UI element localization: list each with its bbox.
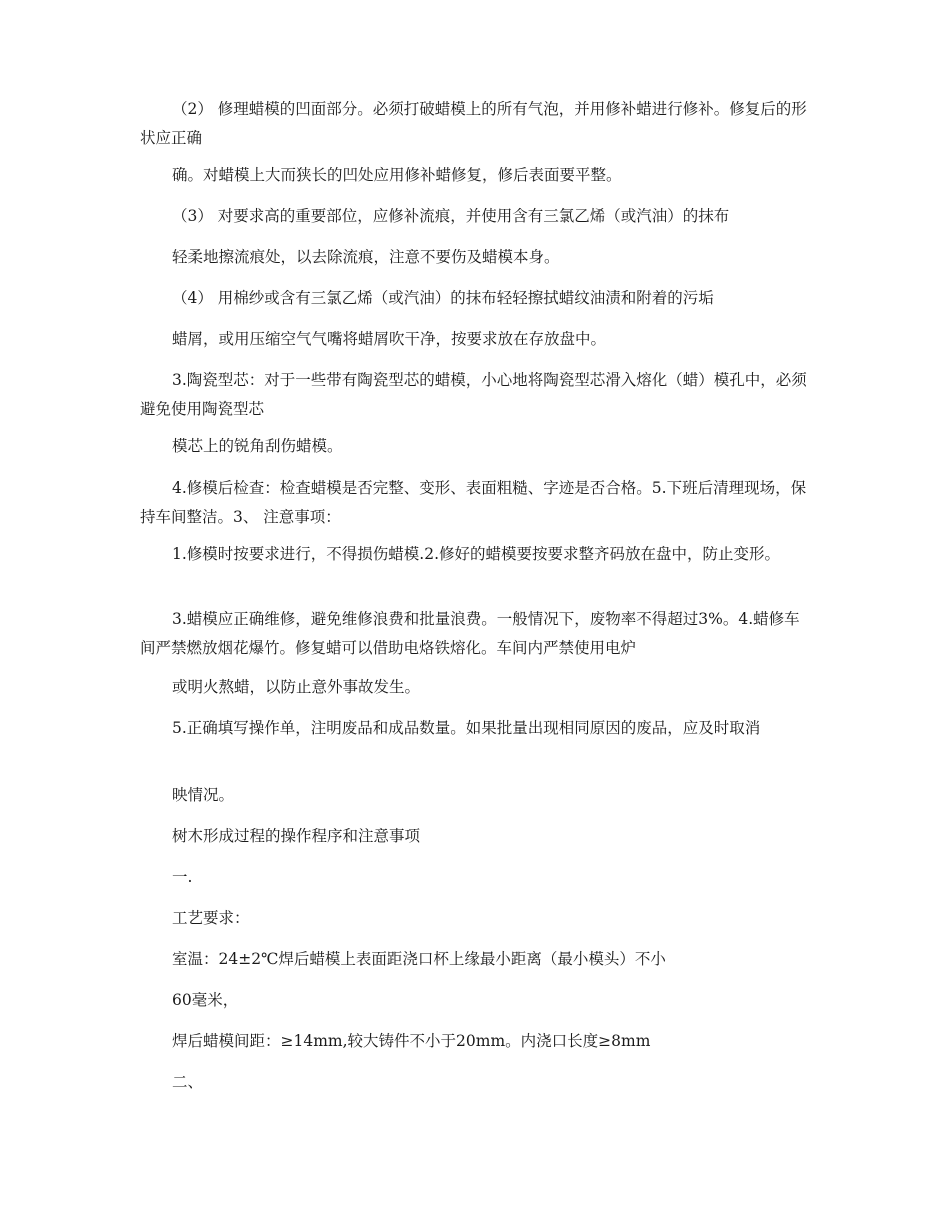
section-number-one: 一. xyxy=(172,868,193,886)
paragraph-room-temperature: 室温：24±2℃焊后蜡模上表面距浇口杯上缘最小距离（最小模头）不小 xyxy=(172,950,666,968)
paragraph-repair-concave-cont: 确。对蜡模上大而狭长的凹处应用修补蜡修复，修后表面要平整。 xyxy=(172,166,622,184)
paragraph-room-temperature-cont: 60毫米， xyxy=(172,991,239,1009)
paragraph-repair-concave: （2） 修理蜡模的凹面部分。必须打破蜡模上的所有气泡，并用修补蜡进行修补。修复后的形状应正确 xyxy=(140,100,807,147)
paragraph-notes-3-4: 3.蜡模应正确维修，避免维修浪费和批量浪费。一般情况下，废物率不得超过3%。4.蜡修车间严禁燃放烟花爆竹。修复蜡可以借助电烙铁熔化。车间内严禁使用电炉 xyxy=(140,610,800,657)
process-requirements-heading: 工艺要求： xyxy=(172,909,250,927)
paragraph-notes-4-cont: 或明火熬蜡，以防止意外事故发生。 xyxy=(172,678,421,696)
paragraph-flow-marks-cont: 轻柔地擦流痕处，以去除流痕，注意不要伤及蜡模本身。 xyxy=(172,248,560,266)
paragraph-spacing: 焊后蜡模间距：≥14mm,较大铸件不小于20mm。内浇口长度≥8mm xyxy=(172,1032,651,1050)
section-heading: 树木形成过程的操作程序和注意事项 xyxy=(172,827,421,845)
paragraph-cleaning-cont: 蜡屑，或用压缩空气气嘴将蜡屑吹干净，按要求放在存放盘中。 xyxy=(172,330,607,348)
paragraph-notes-5: 5.正确填写操作单，注明废品和成品数量。如果批量出现相同原因的废品，应及时取消 xyxy=(172,719,761,737)
paragraph-ceramic-core: 3.陶瓷型芯：对于一些带有陶瓷型芯的蜡模，小心地将陶瓷型芯滑入熔化（蜡）模孔中，必须避免使用陶瓷型芯 xyxy=(140,371,807,418)
paragraph-flow-marks: （3） 对要求高的重要部位，应修补流痕，并使用含有三氯乙烯（或汽油）的抹布 xyxy=(172,207,730,225)
section-number-two: 二、 xyxy=(172,1073,204,1091)
paragraph-notes-5-cont: 映情况。 xyxy=(172,786,235,804)
paragraph-notes-1-2: 1.修模时按要求进行，不得损伤蜡模.2.修好的蜡模要按要求整齐码放在盘中，防止变形。 xyxy=(172,545,781,563)
paragraph-cleaning: （4） 用棉纱或含有三氯乙烯（或汽油）的抹布轻轻擦拭蜡纹油渍和附着的污垢 xyxy=(172,289,714,307)
paragraph-inspection: 4.修模后检查：检查蜡模是否完整、变形、表面粗糙、字迹是否合格。5.下班后清理现场，保持车间整洁。3、 注意事项： xyxy=(140,479,807,526)
paragraph-ceramic-core-cont: 模芯上的锐角刮伤蜡模。 xyxy=(172,437,343,455)
